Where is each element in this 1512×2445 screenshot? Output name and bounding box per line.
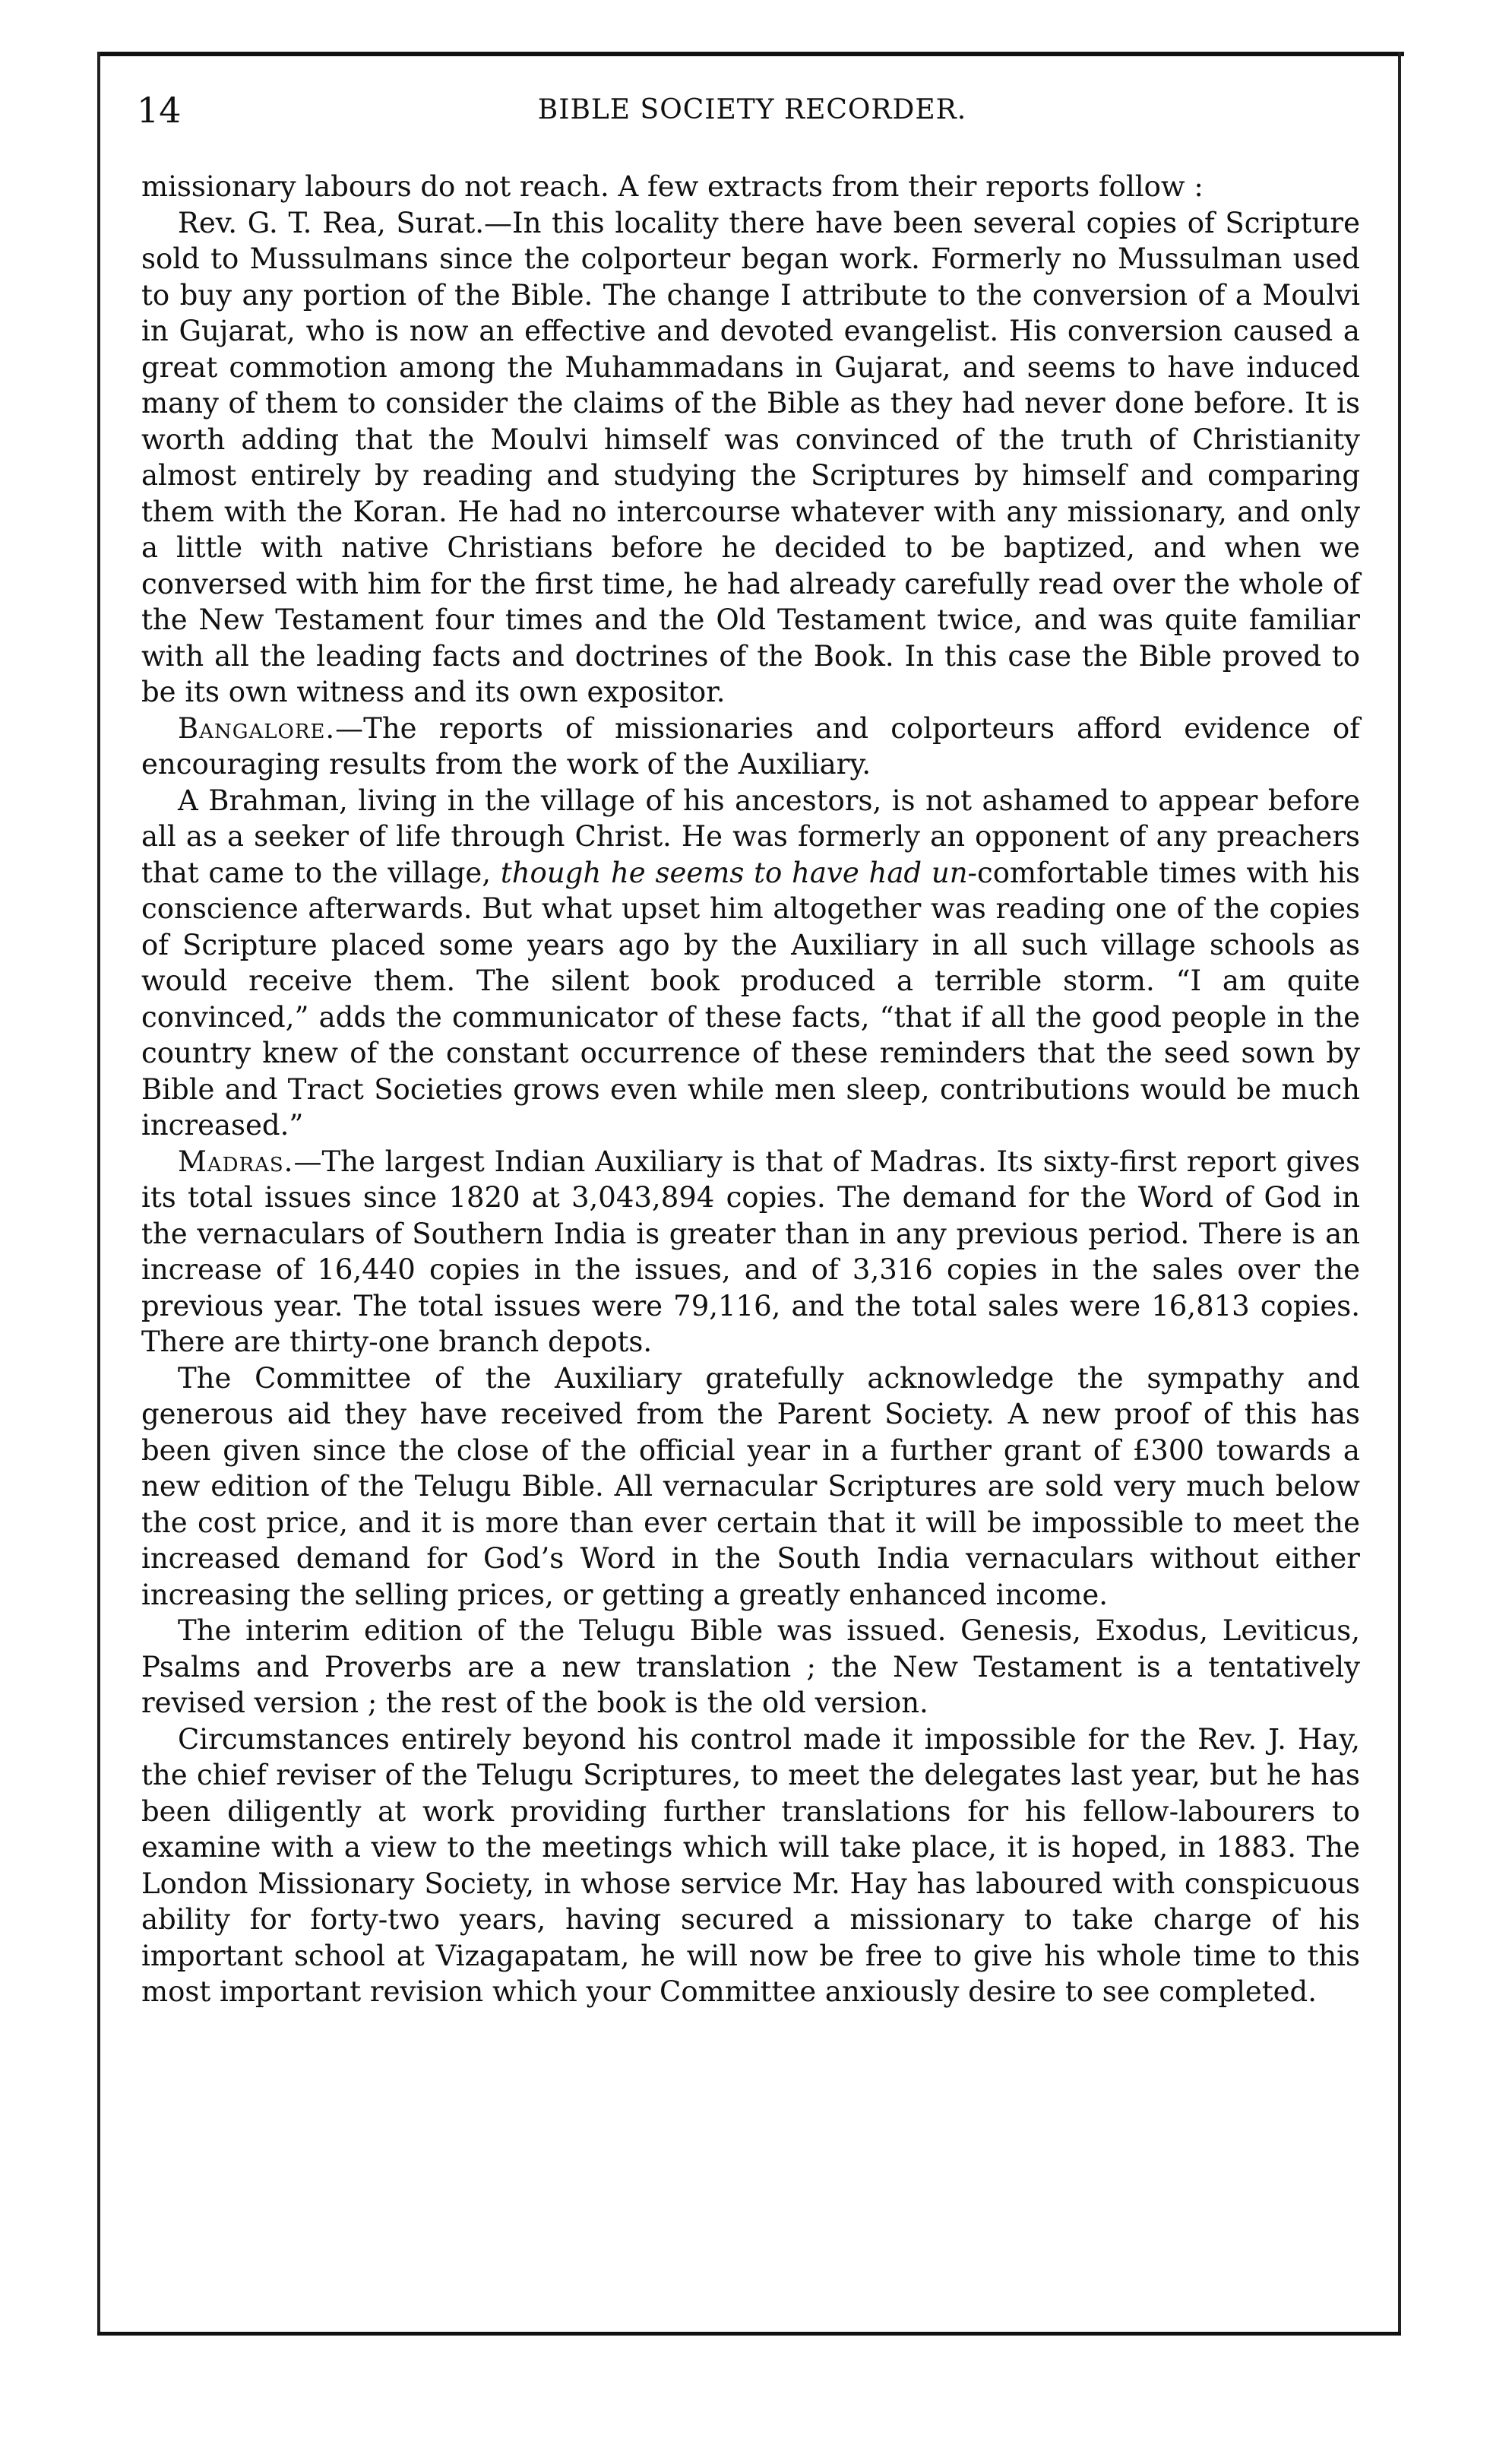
paragraph-text: missionary labours do not reach. A few extracts from their reports follow :: [141, 170, 1204, 203]
paragraph-text: Madras.: [178, 1145, 294, 1178]
page-border-bottom: [97, 2332, 1401, 2336]
page-number: 14: [137, 90, 182, 131]
paragraph-text: A Brahman, living in the village of his ancestors, is not ashamed to appear before all as a seeker of life through Christ. He was formerly an opponent of any preachers that came to the village,: [141, 784, 1360, 889]
paragraph-p8: [141, 1721, 1360, 2010]
paragraph-p6: [141, 1360, 1360, 1614]
paragraph-text: The interim edition of the Telugu Bible was issued. Genesis, Exodus, Leviticus, Psalms and Proverbs are a new translation ; the New Testament is a tentatively revised version ; the rest of the book is the old version.: [141, 1614, 1360, 1719]
paragraph-text: The Committee of the Auxiliary gratefully acknowledge the sympathy and generous aid they have received from the Parent Society. A new proof of this has been given since the close of the official year in a further grant of £300 towards a new edition of the Telugu Bible. All vernacular Scriptures are sold very much below the cost price, and it is more than ever certain that it will be impossible to meet the increased demand for God’s Word in the South India vernaculars without either increasing the selling prices, or getting a greatly enhanced income.: [141, 1361, 1360, 1611]
paragraph-p1: [141, 169, 1360, 205]
paragraph-text: though he seems to have had un-: [500, 856, 978, 889]
paragraph-text: Circumstances entirely beyond his control made it impossible for the Rev. J. Hay, the chief reviser of the Telugu Scriptures, to meet the delegates last year, but he has been diligently at work providing further translations for his fellow-labourers to examine with a view to the meetings which will take place, it is hoped, in 1883. The London Missionary Society, in whose service Mr. Hay has laboured with conspicuous ability for forty-two years, having secured a missionary to take charge of his important school at Vizagapatam, he will now be free to give his whole time to this most important revision which your Committee anxiously desire to see completed.: [141, 1722, 1360, 2008]
paragraph-text: —The reports of missionaries and colporteurs afford evidence of encouraging results from the work of the Auxiliary.: [141, 711, 1360, 781]
paragraph-text: —The largest Indian Auxiliary is that of Madras. Its sixty-first report gives its total issues since 1820 at 3,043,894 copies. The demand for the Word of God in the vernaculars of Southern India is greater than in any previous period. There is an increase of 16,440 copies in the issues, and of 3,316 copies in the sales over the previous year. The total issues were 79,116, and the total sales were 16,813 copies. There are thirty-one branch depots.: [141, 1145, 1360, 1358]
running-head: BIBLE SOCIETY RECORDER.: [537, 94, 967, 125]
article-body: [141, 169, 1360, 2010]
page-header: [137, 90, 1368, 143]
page-border-top: [97, 52, 1404, 56]
paragraph-text: Bangalore.: [178, 711, 336, 745]
paragraph-p2: [141, 205, 1360, 711]
paragraph-p7: [141, 1613, 1360, 1721]
paragraph-text: Rev. G. T. Rea, Surat.—In this locality there have been several copies of Scripture sold to Mussulmans since the colporteur began work. Formerly no Mussulman used to buy any portion of the Bible. The change I attribute to the conversion of a Moulvi in Gujarat, who is now an effective and devoted evangelist. His conversion caused a great commotion among the Muhammadans in Gujarat, and seems to have induced many of them to consider the claims of the Bible as they had never done before. It is worth adding that the Moulvi himself was convinced of the truth of Christianity almost entirely by reading and studying the Scriptures by himself and comparing them with the Koran. He had no intercourse whatever with any missionary, and only a little with native Christians before he decided to be baptized, and when we conversed with him for the first time, he had already carefully read over the whole of the New Testament four times and the Old Testament twice, and was quite familiar with all the leading facts and doctrines of the Book. In this case the Bible proved to be its own witness and its own expositor.: [141, 206, 1360, 708]
paragraph-p4: [141, 783, 1360, 1144]
page-border-right: [1398, 52, 1401, 2335]
paragraph-p3: [141, 711, 1360, 783]
paragraph-text: comfortable times with his conscience afterwards. But what upset him altogether was reading one of the copies of Scripture placed some years ago by the Auxiliary in all such village schools as would receive them. The silent book produced a terrible storm. “I am quite convinced,” adds the communicator of these facts, “that if all the good people in the country knew of the constant occurrence of these reminders that the seed sown by Bible and Tract Societies grows even while men sleep, contributions would be much increased.”: [141, 856, 1360, 1142]
page-border-left: [97, 52, 100, 2335]
paragraph-p5: [141, 1144, 1360, 1360]
